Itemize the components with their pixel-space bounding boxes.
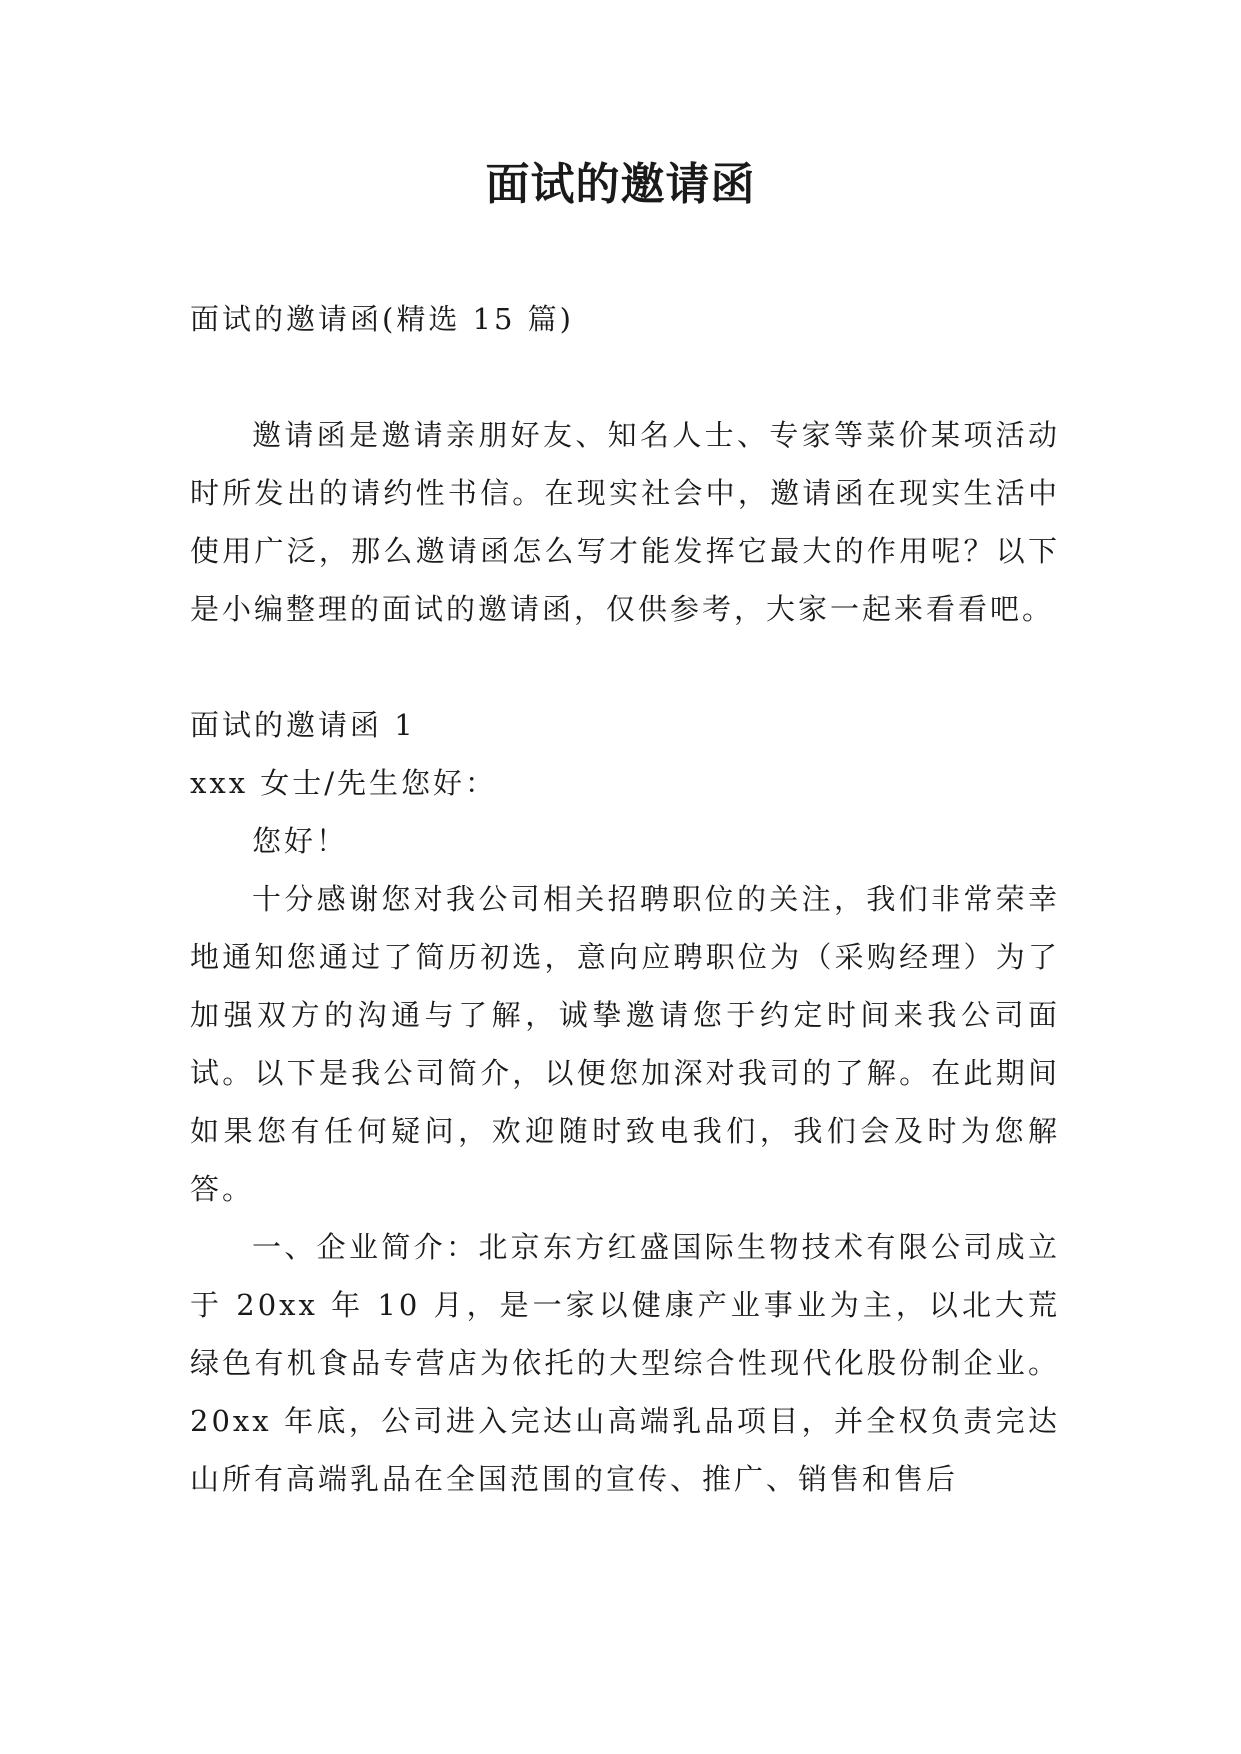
- document-subtitle: 面试的邀请函(精选 15 篇): [190, 302, 574, 336]
- salutation: xxx 女士/先生您好：: [190, 766, 498, 800]
- section-heading: 面试的邀请函 1: [190, 708, 416, 742]
- body-paragraph-1: 十分感谢您对我公司相关招聘职位的关注，我们非常荣幸地通知您通过了简历初选，意向应聘职位为（采购经理）为了加强双方的沟通与了解，诚挚邀请您于约定时间来我公司面试。以下是我公司简介，以便您加深对我司的了解。在此期间如果您有任何疑问，欢迎随时致电我们，我们会及时为您解答。: [190, 882, 1060, 1206]
- intro-paragraph: 邀请函是邀请亲朋好友、知名人士、专家等菜价某项活动时所发出的请约性书信。在现实社会中，邀请函在现实生活中使用广泛，那么邀请函怎么写才能发挥它最大的作用呢？以下是小编整理的面试的邀请函，仅供参考，大家一起来看看吧。: [190, 418, 1060, 626]
- greeting: 您好！: [252, 824, 349, 858]
- document-title: 面试的邀请函: [485, 159, 756, 210]
- body-paragraph-2: 一、企业简介：北京东方红盛国际生物技术有限公司成立于 20xx 年 10 月，是一家以健康产业事业为主，以北大荒绿色有机食品专营店为依托的大型综合性现代化股份制企业。20xx 年底，公司进入完达山高端乳品项目，并全权负责完达山所有高端乳品在全国范围的宣传、推广、销售和售后: [190, 1230, 1060, 1496]
- document-body: [190, 290, 1060, 1508]
